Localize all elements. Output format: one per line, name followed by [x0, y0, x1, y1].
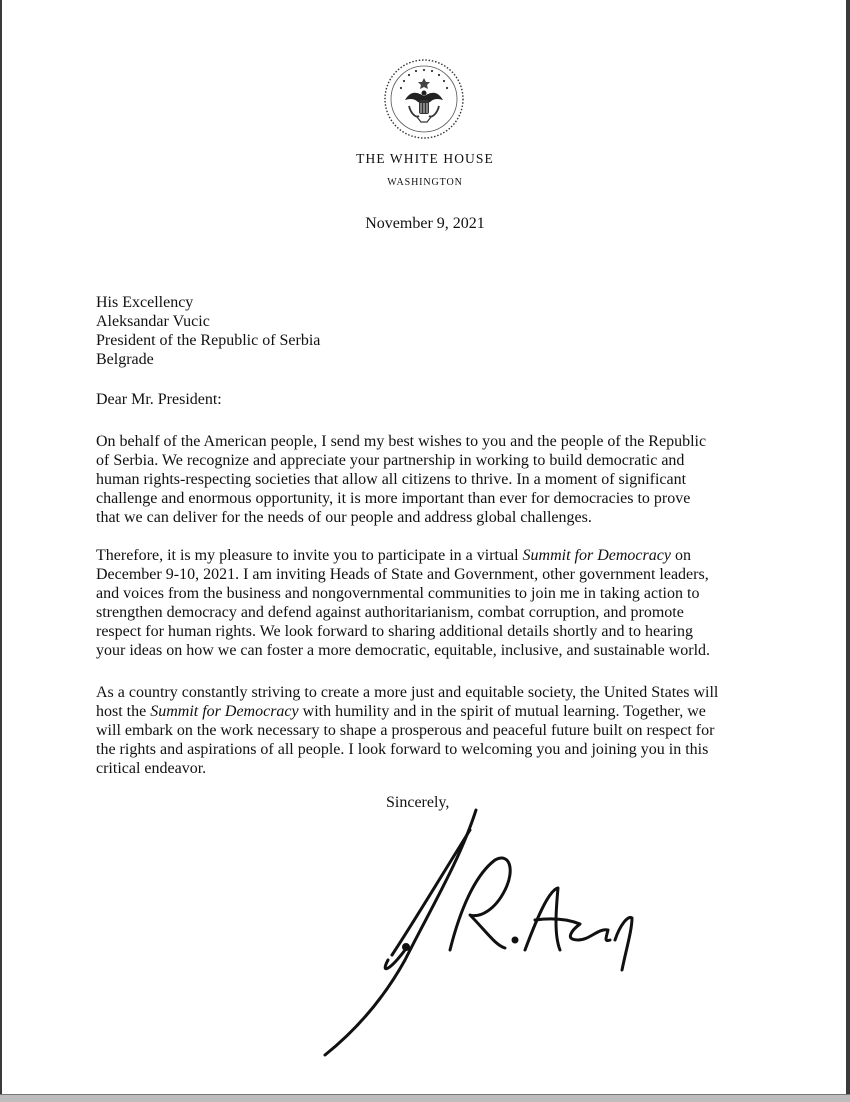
paragraph-line	[96, 546, 756, 565]
summit-title: Summit for Democracy	[522, 547, 671, 564]
address-line: Aleksandar Vucic	[96, 313, 210, 330]
paragraph-line: On behalf of the American people, I send my best wishes to you and the people of the Republic	[96, 433, 707, 450]
paragraph-line: challenge and enormous opportunity, it is more important than ever for democracies to prove	[96, 490, 691, 507]
paragraph-line	[96, 702, 756, 721]
salutation: Dear Mr. President:	[96, 391, 222, 408]
address-line: President of the Republic of Serbia	[96, 332, 321, 349]
letterhead-title: THE WHITE HOUSE	[356, 151, 494, 166]
paragraph-line: the rights and aspirations of all people. I look forward to welcoming you and joining you in this	[96, 741, 709, 758]
paragraph-line: that we can deliver for the needs of our people and address global challenges.	[96, 509, 592, 526]
letterhead-subtitle: WASHINGTON	[387, 177, 463, 188]
paragraph-line: will embark on the work necessary to shape a prosperous and peaceful future built on respect for	[96, 722, 715, 739]
address-line: His Excellency	[96, 294, 194, 311]
paragraph-2	[96, 546, 756, 660]
text-run: host the	[96, 703, 151, 720]
paragraph-line: human rights-respecting societies that allow all citizens to thrive. In a moment of significant	[96, 471, 687, 488]
closing: Sincerely,	[386, 794, 450, 811]
paragraph-1	[96, 432, 756, 527]
paragraph-line: December 9-10, 2021. I am inviting Heads of State and Government, other government leaders,	[96, 566, 709, 583]
signature-image	[310, 800, 670, 1070]
text-run: Therefore, it is my pleasure to invite you to participate in a virtual	[96, 547, 523, 564]
paragraph-line: and voices from the business and nongovernmental communities to join me in taking action to	[96, 585, 700, 602]
address-line: Belgrade	[96, 351, 154, 368]
paragraph-line: strengthen democracy and defend against authoritarianism, combat corruption, and promote	[96, 604, 684, 621]
text-run: on	[670, 547, 691, 564]
paragraph-line: your ideas on how we can foster a more democratic, equitable, inclusive, and sustainable world.	[96, 642, 711, 659]
paragraph-3	[96, 683, 756, 778]
paragraph-line: of Serbia. We recognize and appreciate your partnership in working to build democratic and	[96, 452, 685, 469]
page-border-bottom	[0, 1094, 850, 1102]
paragraph-line: critical endeavor.	[96, 760, 207, 777]
letter-date: November 9, 2021	[365, 215, 485, 232]
recipient-address	[96, 293, 756, 369]
text-run: with humility and in the spirit of mutual learning. Together, we	[298, 703, 706, 720]
paragraph-line: As a country constantly striving to create a more just and equitable society, the United States will	[96, 684, 719, 701]
presidential-seal-icon	[383, 58, 465, 140]
summit-title: Summit for Democracy	[150, 703, 299, 720]
paragraph-line: respect for human rights. We look forward to sharing additional details shortly and to hearing	[96, 623, 693, 640]
